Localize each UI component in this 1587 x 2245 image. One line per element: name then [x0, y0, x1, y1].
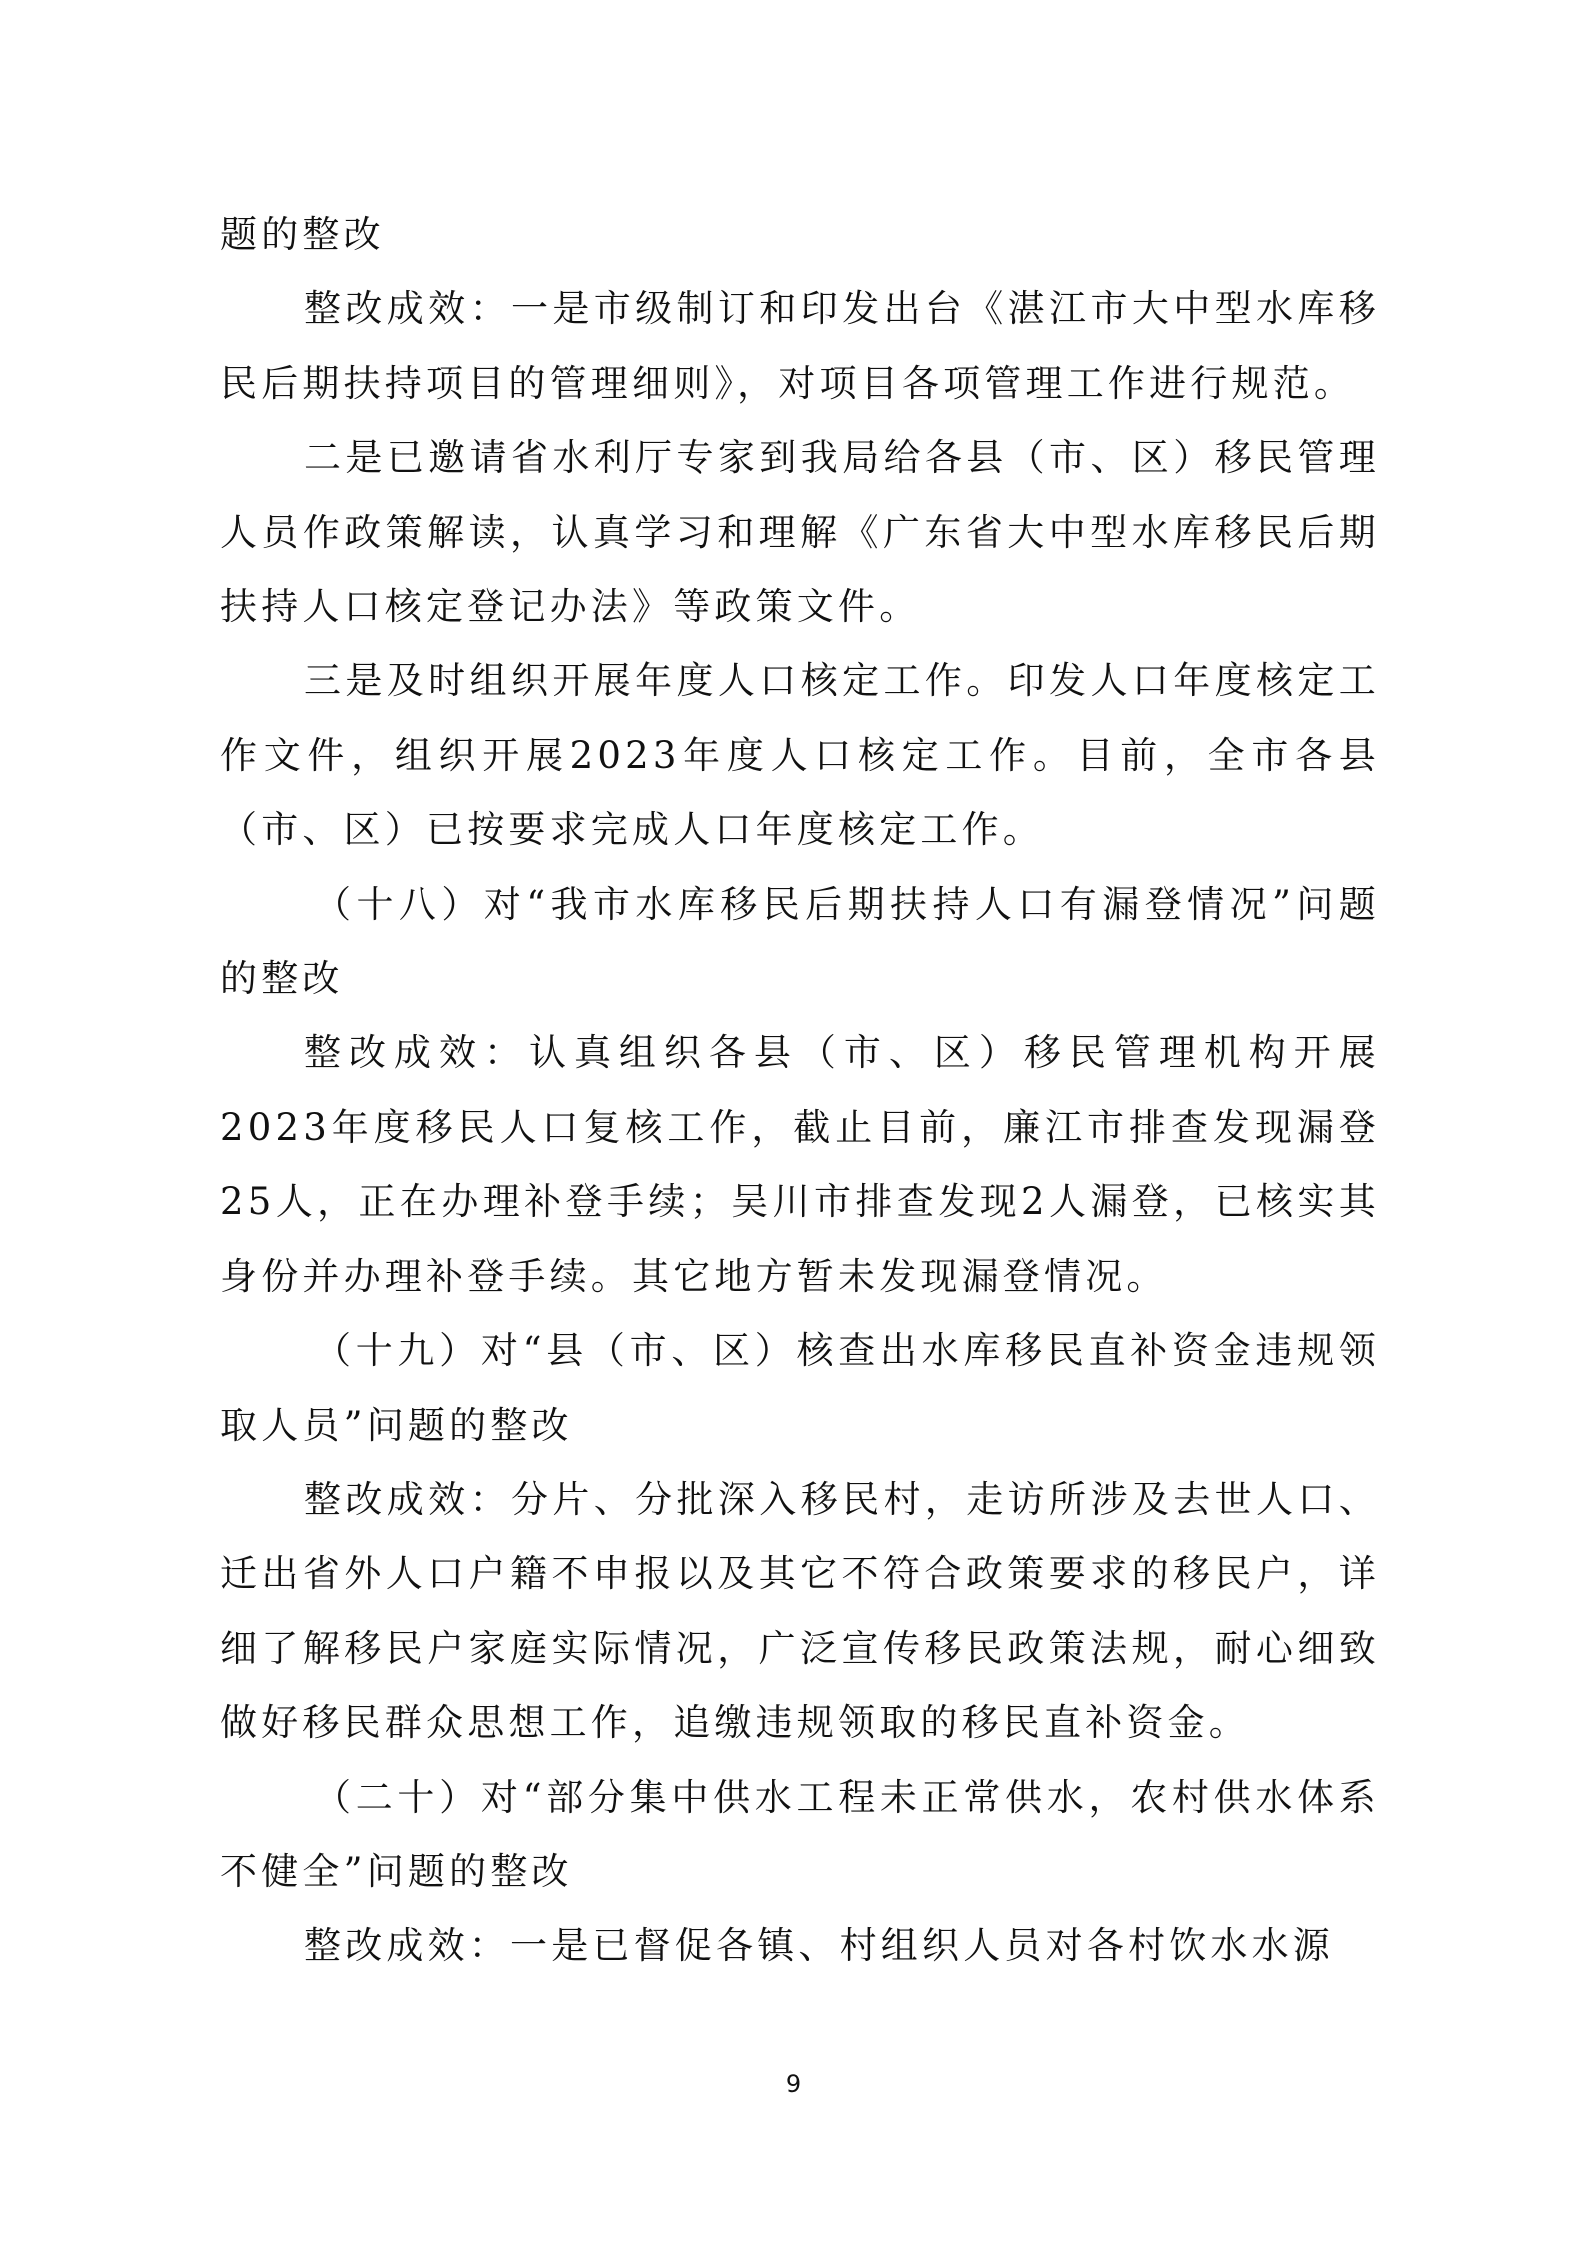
- body-paragraph: 整改成效：分片、分批深入移民村，走访所涉及去世人口、迁出省外人口户籍不申报以及其它不符合政策要求的移民户，详细了解移民户家庭实际情况，广泛宣传移民政策法规，耐心细致做好移民群众思想工作，追缴违规领取的移民直补资金。: [220, 1477, 1380, 1745]
- body-paragraph: 整改成效：认真组织各县（市、区）移民管理机构开展2023年度移民人口复核工作，截止目前，廉江市排查发现漏登25人，正在办理补登手续；吴川市排查发现2人漏登，已核实其身份并办理补登手续。其它地方暂未发现漏登情况。: [220, 1031, 1380, 1298]
- body-paragraph: 整改成效：一是市级制订和印发出台《湛江市大中型水库移民后期扶持项目的管理细则》，对项目各项管理工作进行规范。: [220, 287, 1380, 405]
- heading-continuation: 题的整改: [220, 213, 385, 256]
- section-heading: （二十）对“部分集中供水工程未正常供水，农村供水体系不健全”问题的整改: [220, 1775, 1380, 1893]
- body-paragraph: 整改成效：一是已督促各镇、村组织人员对各村饮水水源: [304, 1924, 1334, 1968]
- document-page: [220, 198, 1380, 1984]
- body-paragraph: 三是及时组织开展年度人口核定工作。印发人口年度核定工作文件，组织开展2023年度人口核定工作。目前，全市各县（市、区）已按要求完成人口年度核定工作。: [220, 659, 1380, 852]
- section-heading: （十八）对“我市水库移民后期扶持人口有漏登情况”问题的整改: [220, 882, 1380, 1001]
- section-heading: （十九）对“县（市、区）核查出水库移民直补资金违规领取人员”问题的整改: [220, 1329, 1380, 1447]
- body-paragraph: 二是已邀请省水利厅专家到我局给各县（市、区）移民管理人员作政策解读，认真学习和理解《广东省大中型水库移民后期扶持人口核定登记办法》等政策文件。: [220, 436, 1380, 629]
- page-number: 9: [785, 2070, 802, 2098]
